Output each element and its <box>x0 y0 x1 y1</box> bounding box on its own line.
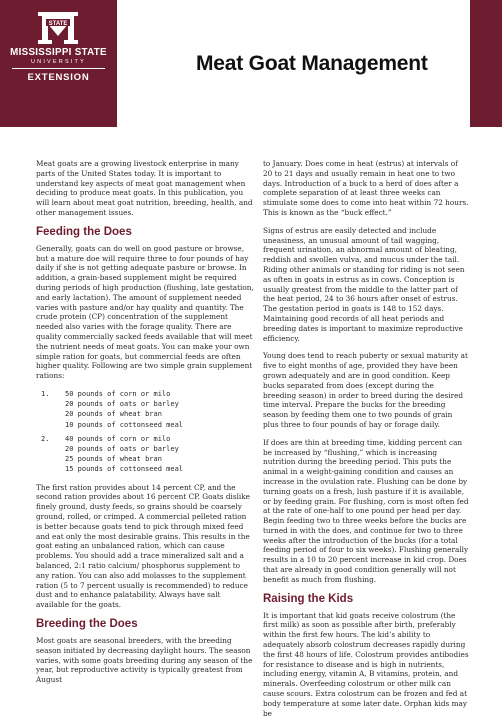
section-heading-feeding: Feeding the Does <box>36 225 132 238</box>
ration-item <box>36 389 254 430</box>
page-header <box>0 0 502 127</box>
emblem-text: STATE <box>48 21 68 27</box>
university-label: UNIVERSITY <box>30 59 86 65</box>
ration-line: 40 pounds of corn or milo <box>65 434 171 443</box>
ration-number: 1. <box>41 389 50 398</box>
ration-line: 20 pounds of oats or barley <box>65 444 179 453</box>
section-heading-breeding: Breeding the Does <box>36 617 138 630</box>
ration-line: 50 pounds of corn or milo <box>65 389 171 398</box>
ration-line: 25 pounds of wheat bran <box>65 455 162 464</box>
header-accent-bar <box>470 0 502 127</box>
breeding-paragraph-2: to January. Does come in heat (estrus) at intervals of 20 to 21 days and usually remain in heat one to two days. Introduction of a buck to a herd of does after a complete separation of at least three weeks can stimulate some does to come into heat within 72 hours. This is known as the “buck effect.” <box>263 159 469 217</box>
estrus-paragraph: Signs of estrus are easily detected and include uneasiness, an unusual amount of tail wagging, frequent urination, an abnormal amount of bleating, reddish and swollen vulva, and mucus under the tail. Riding other animals or standing for riding is not seen as often in goats in estrus as in cows. Conception is usually greatest from the middle to the latter part of the heat period, 24 to 36 hours after onset of estrus. The gestation period in goats is 148 to 152 days. Maintaining good records of all heat periods and breeding dates is important to maximize reproductive efficiency. <box>263 225 465 343</box>
logo-divider <box>12 68 105 69</box>
kids-paragraph: It is important that kid goats receive colostrum (the first milk) as soon as possible after birth, preferably within the first few hours. The kid’s ability to adequately absorb colostrum decreases rapidly during the first 48 hours of life. Colostrum provides antibodies for resistance to disease and is high in nutrients, including energy, vitamin A, B vitamins, protein, and minerals. Overfeeding colostrum or other milk can cause scours. Extra colostrum can be frozen and fed at body temperature at some later date. Orphan kids may be <box>263 610 469 718</box>
ration-line: 10 pounds of cottonseed meal <box>65 420 184 429</box>
puberty-paragraph: Young does tend to reach puberty or sexual maturity at five to eight months of age, provided they have been grown adequately and are in good condition. Keep bucks separated from does (except during the breeding season) in order to breed during the desired time interval. Prepare the bucks for the breeding season by feeding them one to two pounds of grain plus three to four pounds of hay or forage daily. <box>263 351 468 429</box>
extension-label: EXTENSION <box>27 72 90 83</box>
flushing-paragraph: If does are thin at breeding time, kidding percent can be increased by “flushing,” which is increasing nutrition during the breeding period. This puts the animal in a weight-gaining condition and causes an increase in the ovulation rate. Flushing can be done by turning goats on a fresh, lush pasture if it is available, or by feeding grain. For flushing, corn is most often fed at the rate of one-half to one pound per head per day. Begin feeding two to three weeks before the bucks are turned in with the does, and continue for two to three weeks after the introduction of the bucks (for a total feeding period of four to six weeks). Flushing generally results in a 10 to 20 percent increase in kid crop. Does that are already in good condition generally will not benefit as much from flushing. <box>263 437 469 584</box>
university-name: MISSISSIPPI STATE <box>10 47 107 58</box>
feeding-paragraph-1: Generally, goats can do well on good pasture or browse, but a mature doe will require three to four pounds of hay daily if she is not getting adequate pasture or browse. In addition, a grain-based supplement might be required during periods of high production (flushing, late gestation, and early lactation). The amount of supplement needed varies with pasture and/or hay quality and quantity. The crude protein (CP) concentration of the supplement needed also varies with the forage quality. There are quality commercially sacked feeds available that will meet the nutrient needs of meat goats. You can make your own simple ration for goats, but commercial feeds are often higher quality. Following are two simple grain supplement rations: <box>36 243 254 381</box>
ration-item <box>36 434 254 475</box>
feeding-paragraph-2: The first ration provides about 14 percent CP, and the second ration provides about 16 percent CP. Goats dislike finely ground, dusty feeds, so grains should be coarsely ground, rolled, or crimped. A commercial pelleted ration is better because goats tend to pick through mixed feed and eat only the most desirable grains. This results in the goat eating an unbalanced ration, which can cause problems. You should add a trace mineralized salt and a balanced, 2:1 ratio calcium/ phosphorus supplement to any ration. You can also add molasses to the supplement ration (5 to 7 percent usually is recommended) to reduce dust and to enhance palatability. Always have salt available for the goats. <box>36 482 250 610</box>
msu-extension-logo <box>0 0 117 127</box>
msu-m-emblem-icon <box>36 10 80 46</box>
ration-line: 15 pounds of cottonseed meal <box>65 465 184 474</box>
ration-list <box>36 389 254 475</box>
breeding-paragraph-1: Most goats are seasonal breeders, with the breeding season initiated by decreasing daylight hours. The season varies, with some goats breeding during any season of the year, but reproductive activity is typically greatest from August <box>36 635 253 685</box>
ration-line: 20 pounds of wheat bran <box>65 410 162 419</box>
intro-paragraph: Meat goats are a growing livestock enterprise in many parts of the United States today. It is important to understand key aspects of meat goat management when deciding to produce meat goats. In this publication, you will learn about meat goat nutrition, breeding, health, and other management issues. <box>36 159 253 217</box>
ration-number: 2. <box>41 434 50 443</box>
section-heading-kids: Raising the Kids <box>263 592 354 605</box>
right-column <box>263 159 469 726</box>
left-column <box>36 159 254 693</box>
ration-line: 20 pounds of oats or barley <box>65 400 179 409</box>
page-title: Meat Goat Management <box>196 52 428 75</box>
